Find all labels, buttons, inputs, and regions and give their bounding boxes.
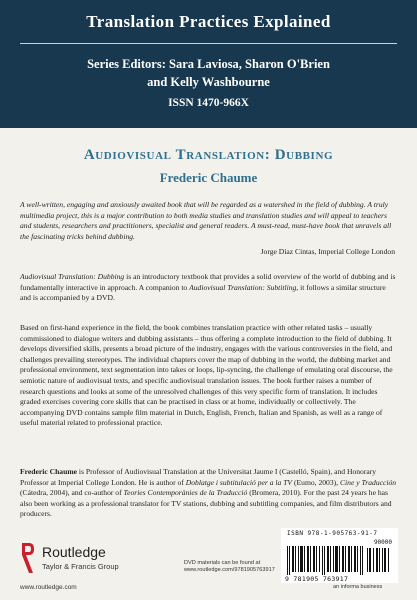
intro-paragraph bbox=[20, 272, 397, 304]
isbn-barcode bbox=[281, 528, 398, 583]
bio-book-1: Doblatge i subtitulació per a la TV bbox=[185, 477, 293, 487]
endorsement-quote: A well-written, engaging and anxiously awaited book that will be regarded as a watershed in the field of dubbing. A truly multimedia project, this is a major contribution to both media studies and translation studies and will appeal to teachers and students, researchers and practitioners, specialist and general readers. A must-read, must-have book that unravels all the fascinating tricks behind dubbing. bbox=[20, 200, 392, 241]
bio-text-c: (Cátedra, 2004), and co-author of bbox=[20, 488, 124, 498]
dvd-line-1: DVD materials can be found at bbox=[184, 560, 261, 566]
book-title: Audiovisual Translation: Dubbing bbox=[83, 147, 334, 163]
bio-text-b: (Eumo, 2003), bbox=[292, 477, 340, 487]
price-code: 90000 bbox=[373, 539, 392, 546]
endorsement-attribution: Jorge Díaz Cintas, Imperial College London bbox=[260, 247, 395, 256]
intro-companion-title: Audiovisual Translation: Subtitling bbox=[189, 282, 297, 292]
bio-text-d: (Bromera, 2010). For the past 24 years he has also been working as a professional translator for TV stations, dubbing and subtitling companies, and film distributors and producers. bbox=[20, 488, 392, 519]
book-author: Frederic Chaume bbox=[159, 170, 258, 185]
editors-line-1: Series Editors: Sara Laviosa, Sharon O'Brien bbox=[87, 57, 330, 71]
bio-book-3: Teories Contemporànies de la Traducció bbox=[123, 488, 248, 498]
editors-line-2: and Kelly Washbourne bbox=[147, 75, 270, 89]
dvd-line-2: www.routledge.com/9781905763917 bbox=[184, 567, 275, 573]
dvd-materials-note bbox=[184, 560, 275, 574]
publisher-name: Routledge bbox=[42, 544, 106, 560]
author-bio-paragraph bbox=[20, 467, 397, 520]
bio-author-name: Frederic Chaume bbox=[20, 467, 78, 476]
routledge-emblem-icon bbox=[20, 541, 36, 575]
informa-note: an informa business bbox=[333, 584, 383, 590]
description-paragraph: Based on first-hand experience in the field, the book combines translation practice with other related tasks – usually commissioned to dialogue writers and dubbing assistants – thus offering a complete introduction to the field of dubbing. It develops diversified skills, presents a broad picture of the industry, engages with the various controversies in the field, and challenges prevailing stereotypes. The individual chapters cover the map of dubbing in the world, the dubbing market and professional environment, text segmentation into takes or loops, lip-syncing, the challenge of emulating oral discourse, the semiotic nature of audiovisual texts, and specific audiovisual translation issues. The book further raises a number of research questions and looks at some of the unresolved challenges of this very specific form of translation. It includes graded exercises covering core skills that can be practised in class or at home, individually or collectively. The accompanying DVD contains sample film material in Dutch, English, French, Italian and Spanish, as well as a range of useful material related to professional practice. bbox=[20, 323, 393, 428]
publisher-group: Taylor & Francis Group bbox=[42, 562, 119, 571]
intro-text-a: is an introductory textbook that provides a solid overview of the world of dubbing and is fundamentally interactive in approach. A companion to bbox=[20, 272, 396, 292]
price-barcode-icon bbox=[367, 548, 391, 572]
bio-book-2: Cine y Traducción bbox=[339, 477, 397, 487]
series-title: Translation Practices Explained bbox=[86, 12, 331, 31]
isbn-digits: 9 781905 763917 bbox=[285, 575, 349, 583]
publisher-website: www.routledge.com bbox=[20, 584, 77, 591]
series-editors bbox=[0, 55, 417, 91]
series-header bbox=[0, 0, 417, 128]
barcode-bars-icon bbox=[287, 546, 365, 575]
series-issn: ISSN 1470-966X bbox=[168, 97, 249, 109]
publisher-logo bbox=[20, 541, 180, 581]
header-divider bbox=[20, 43, 397, 44]
intro-text-b: , it follows a similar structure and is accompanied by a DVD. bbox=[20, 282, 386, 303]
intro-book-title: Audiovisual Translation: Dubbing bbox=[20, 272, 125, 281]
isbn-label: ISBN 978-1-905763-91-7 bbox=[287, 530, 378, 537]
bio-text-a: is Professor of Audiovisual Translation at the Universitat Jaume I (Castelló, Spain), and Honorary Professor at Imperial College London. He is author of bbox=[20, 467, 377, 487]
